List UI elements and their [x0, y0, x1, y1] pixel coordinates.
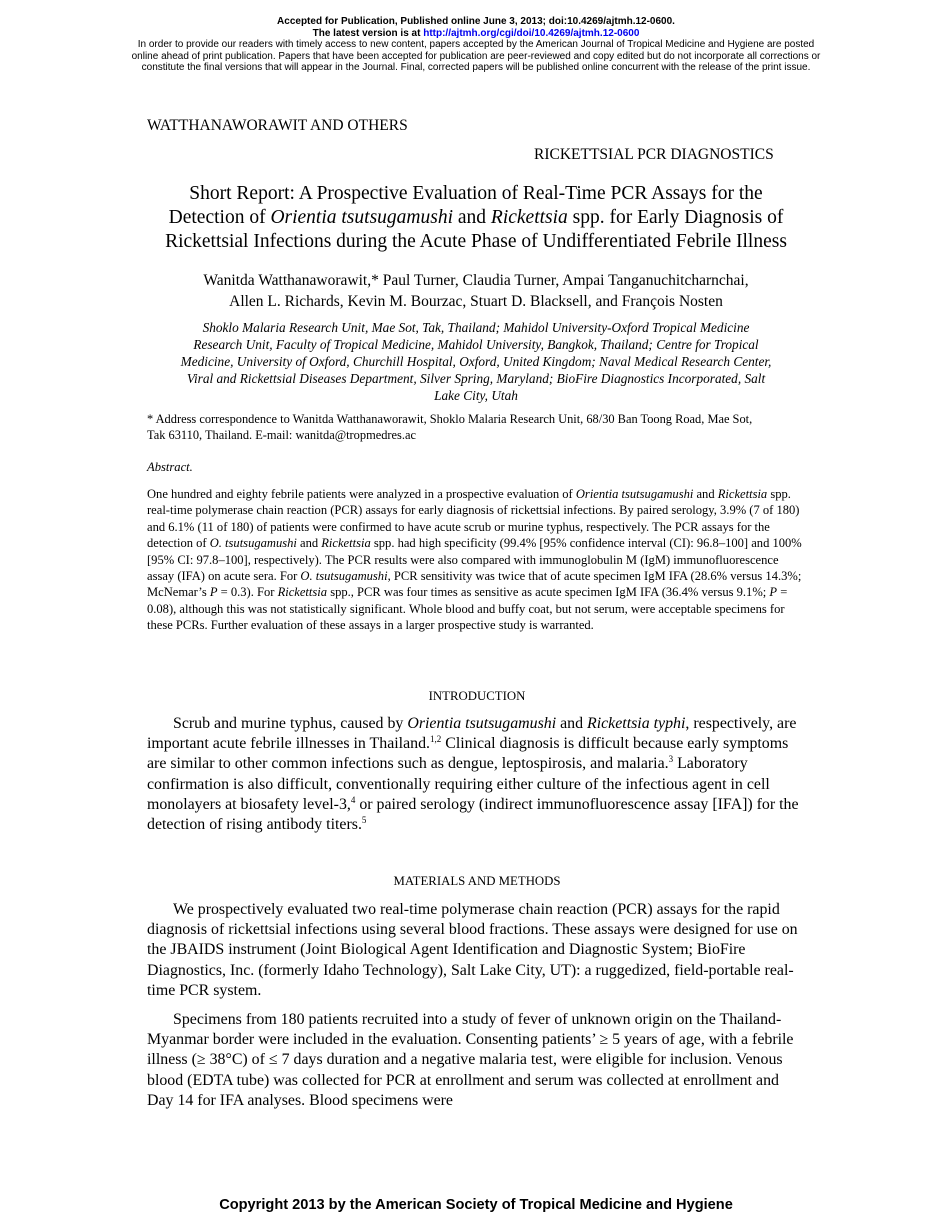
title-text: Detection of	[168, 207, 271, 228]
abstract-italic: O. tsutsugamushi	[300, 569, 388, 584]
abstract-text: and	[296, 536, 322, 551]
title-line	[130, 206, 822, 230]
abstract-text: = 0.3). For	[217, 585, 278, 600]
author-list	[130, 270, 822, 312]
body-text: , respectively, are important acute febrile illnesses in Thailand.	[147, 715, 797, 753]
author-line: Wanitda Watthanaworawit,* Paul Turner, Claudia Turner, Ampai Tanganuchitcharnchai,	[203, 272, 749, 289]
abstract-text: One hundred and eighty febrile patients were analyzed in a prospective evaluation of	[147, 487, 576, 501]
abstract-text: and	[693, 487, 718, 501]
abstract-text: spp. real-time polymerase chain reaction (PCR) assays for early diagnosis of rickettsial infections. By paired serology, 3.9% (7 of 180) and 6.1% (11 of 180) of patients were confirmed to have acute scrub or murine typhus, respectively. The PCR assays for the detection of	[147, 487, 800, 551]
body-text: Scrub and murine typhus, caused by	[173, 715, 408, 732]
citation-ref: 3	[668, 754, 674, 765]
abstract-italic: P	[769, 585, 778, 600]
introduction-paragraph	[147, 714, 809, 835]
title-italic: Orientia tsutsugamushi	[270, 207, 453, 228]
doi-link[interactable]: http://ajtmh.org/cgi/doi/10.4269/ajtmh.12-0600	[423, 27, 640, 39]
publication-banner	[0, 16, 952, 74]
body-italic: Rickettsia typhi	[587, 715, 686, 732]
copyright-footer: Copyright 2013 by the American Society of Tropical Medicine and Hygiene	[219, 1197, 733, 1213]
methods-paragraph: We prospectively evaluated two real-time polymerase chain reaction (PCR) assays for the rapid diagnosis of rickettsial infections using several blood fractions. These assays were designed for use on the JBAIDS instrument (Joint Biological Agent Identification and Diagnostic System; BioFire Diagnostics, Inc. (formerly Idaho Technology), Salt Lake City, UT): a ruggedized, field-portable real-time PCR system.	[147, 901, 798, 999]
abstract-italic: Orientia tsutsugamushi	[575, 487, 694, 501]
body-text: Clinical diagnosis is difficult because early symptoms are similar to other common infections such as dengue, leptospirosis, and malaria.	[147, 735, 789, 773]
abstract-italic: Rickettsia	[717, 487, 768, 501]
correspondence-line: Tak 63110, Thailand. E-mail: wanitda@tropmedres.ac	[147, 427, 416, 442]
affiliation-line: Shoklo Malaria Research Unit, Mae Sot, Tak, Thailand; Mahidol University-Oxford Tropical Medicine	[202, 320, 750, 335]
banner-notice-line: online ahead of print publication. Papers that have been accepted for publication are peer-reviewed and copy edited but do not incorporate all corrections or	[131, 50, 821, 62]
body-text: and	[556, 715, 587, 732]
correspondence-note	[147, 412, 807, 443]
body-text: or paired serology (indirect immunofluorescence assay [IFA]) for the detection of rising antibody titers.	[147, 795, 799, 834]
abstract-text: = 0.08), although this was not statistically significant. Whole blood and buffy coat, but not serum, were acceptable specimens for these PCRs. Further evaluation of these assays in a larger prospective study is warranted.	[147, 585, 788, 633]
running-head-author: WATTHANAWORAWIT AND OTHERS	[147, 117, 408, 134]
abstract-italic: O. tsutsugamushi	[209, 536, 297, 551]
affiliation-line: Lake City, Utah	[434, 388, 518, 403]
citation-ref: 5	[361, 815, 367, 826]
abstract-text: spp., PCR was four times as sensitive as acute specimen IgM IFA (36.4% versus 9.1%;	[327, 585, 770, 600]
banner-notice-line: In order to provide our readers with timely access to new content, papers accepted by the American Journal of Tropical Medicine and Hygiene are posted	[137, 39, 815, 50]
abstract-italic: Rickettsia	[321, 536, 371, 551]
banner-latest-prefix: The latest version is at	[312, 27, 424, 39]
abstract-text: spp. had high specificity (99.4% [95% confidence interval (CI): 96.8–100] and 100% [95% CI: 97.8–100], respectively). The PCR results were also compared with immunoglobulin M (IgM) immunofluorescence assay (IFA) on acute sera. For	[147, 536, 802, 584]
running-head-title: RICKETTSIAL PCR DIAGNOSTICS	[534, 146, 774, 163]
abstract-body	[147, 486, 807, 634]
correspondence-line: * Address correspondence to Wanitda Watthanaworawit, Shoklo Malaria Research Unit, 68/30 Ban Toong Road, Mae Sot,	[147, 412, 753, 426]
banner-line-latest	[0, 28, 952, 40]
affiliation-line: Research Unit, Faculty of Tropical Medicine, Mahidol University, Bangkok, Thailand; Centre for Tropical	[193, 337, 759, 352]
body-italic: Orientia tsutsugamushi	[407, 715, 557, 732]
title-line: Rickettsial Infections during the Acute Phase of Undifferentiated Febrile Illness	[165, 231, 787, 252]
banner-notice-line: constitute the final versions that will appear in the Journal. Final, corrected papers will be published online concurrent with the release of the print issue.	[141, 62, 811, 73]
section-heading-methods: MATERIALS AND METHODS	[393, 874, 561, 888]
abstract-label: Abstract.	[147, 460, 193, 474]
author-line: Allen L. Richards, Kevin M. Bourzac, Stuart D. Blacksell, and François Nosten	[229, 293, 723, 310]
citation-ref: 4	[350, 794, 356, 805]
body-text: Laboratory confirmation is also difficult, conventionally requiring either culture of the infectious agent in cell monolayers at biosafety level-3,	[147, 755, 770, 813]
title-text: and	[453, 207, 491, 228]
title-text: spp. for Early Diagnosis of	[567, 207, 784, 228]
abstract-text: , PCR sensitivity was twice that of acute specimen IgM IFA (28.6% versus 14.3%; McNemar’s	[147, 569, 802, 600]
methods-paragraph: Specimens from 180 patients recruited into a study of fever of unknown origin on the Thailand-Myanmar border were included in the evaluation. Consenting patients’ ≥ 5 years of age, with a febrile illness (≥ 38°C) of ≤ 7 days duration and a negative malaria test, were eligible for inclusion. Venous blood (EDTA tube) was collected for PCR at enrollment and serum was collected at enrollment and Day 14 for IFA analyses. Blood specimens were	[147, 1011, 794, 1109]
banner-line-accepted: Accepted for Publication, Published online June 3, 2013; doi:10.4269/ajtmh.12-0600.	[277, 16, 675, 27]
affiliations	[140, 319, 812, 404]
title-line: Short Report: A Prospective Evaluation of Real-Time PCR Assays for the	[189, 183, 763, 204]
section-heading-introduction: INTRODUCTION	[428, 689, 526, 703]
title-italic: Rickettsia	[490, 207, 568, 228]
abstract-italic: P	[209, 585, 218, 600]
citation-ref: 1,2	[430, 734, 442, 745]
article-title	[130, 182, 822, 254]
affiliation-line: Medicine, University of Oxford, Churchill Hospital, Oxford, United Kingdom; Naval Medical Research Center,	[180, 354, 772, 369]
abstract-italic: Rickettsia	[277, 585, 328, 600]
affiliation-line: Viral and Rickettsial Diseases Department, Silver Spring, Maryland; BioFire Diagnostics Incorporated, Salt	[186, 371, 766, 386]
